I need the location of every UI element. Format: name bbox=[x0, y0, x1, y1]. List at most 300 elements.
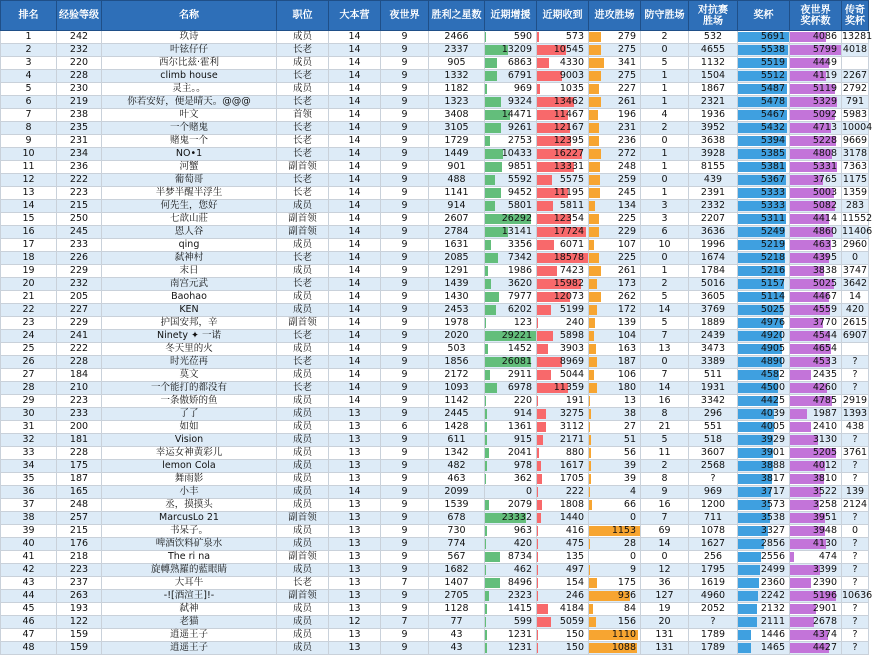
cell-role: 成员 bbox=[277, 31, 329, 44]
cell-name: 书呆子。 bbox=[102, 525, 277, 538]
cell-role: 成员 bbox=[277, 616, 329, 629]
cell-rank: 1 bbox=[1, 31, 57, 44]
cell-received bbox=[537, 213, 589, 226]
data-bar bbox=[738, 539, 764, 549]
cell-town-hall: 13 bbox=[329, 642, 381, 655]
header-rank[interactable]: 排名 bbox=[1, 1, 57, 31]
cell-value: 104 bbox=[618, 330, 640, 341]
cell-name: The ri na bbox=[102, 551, 277, 564]
cell-versus-wins: 5016 bbox=[689, 278, 738, 291]
cell-donated bbox=[485, 70, 537, 83]
cell-value: 1987 bbox=[813, 408, 841, 419]
table-row[interactable] bbox=[1, 525, 869, 538]
cell-role: 长老 bbox=[277, 70, 329, 83]
cell-versus-wins: 1996 bbox=[689, 239, 738, 252]
header-donated[interactable]: 近期增援 bbox=[485, 1, 537, 31]
cell-value: 262 bbox=[618, 291, 640, 302]
cell-attack-wins bbox=[589, 213, 641, 226]
cell-value: 12354 bbox=[554, 213, 588, 224]
cell-trophies bbox=[738, 356, 790, 369]
cell-name: 你若安好，便是晴天。@@@ bbox=[102, 96, 277, 109]
cell-received bbox=[537, 57, 589, 70]
table-row[interactable] bbox=[1, 460, 869, 473]
table-row[interactable] bbox=[1, 200, 869, 213]
table-row[interactable] bbox=[1, 57, 869, 70]
header-builder-hall[interactable]: 夜世界 bbox=[381, 1, 429, 31]
cell-donated bbox=[485, 83, 537, 96]
cell-name: 护国安邦，辛 bbox=[102, 317, 277, 330]
cell-defense-wins: 7 bbox=[641, 512, 689, 525]
table-row[interactable] bbox=[1, 278, 869, 291]
cell-defense-wins: 1 bbox=[641, 96, 689, 109]
cell-value: 5512 bbox=[761, 70, 789, 81]
cell-exp-level: 215 bbox=[57, 525, 102, 538]
cell-defense-wins: 6 bbox=[641, 226, 689, 239]
cell-legend-trophies: ? bbox=[842, 369, 869, 382]
header-role[interactable]: 职位 bbox=[277, 1, 329, 31]
header-legend-trophies[interactable]: 传奇奖杯 bbox=[842, 1, 869, 31]
cell-attack-wins bbox=[589, 44, 641, 57]
header-versus-wins[interactable]: 对抗赛 胜场 bbox=[689, 1, 738, 31]
header-name[interactable]: 名称 bbox=[102, 1, 277, 31]
cell-builder-hall: 9 bbox=[381, 70, 429, 83]
data-bar bbox=[485, 565, 486, 575]
table-row[interactable] bbox=[1, 330, 869, 343]
cell-received bbox=[537, 486, 589, 499]
cell-town-hall: 14 bbox=[329, 200, 381, 213]
header-received[interactable]: 近期收到 bbox=[537, 1, 589, 31]
cell-role: 成员 bbox=[277, 629, 329, 642]
cell-exp-level: 223 bbox=[57, 395, 102, 408]
header-night-trophies[interactable]: 夜世界 奖杯数 bbox=[790, 1, 842, 31]
table-row[interactable] bbox=[1, 551, 869, 564]
cell-received bbox=[537, 31, 589, 44]
cell-attack-wins bbox=[589, 265, 641, 278]
cell-value: 4330 bbox=[560, 57, 588, 68]
cell-role: 成员 bbox=[277, 486, 329, 499]
cell-versus-wins: 439 bbox=[689, 174, 738, 187]
cell-value: 5092 bbox=[813, 109, 841, 120]
cell-role: 长老 bbox=[277, 44, 329, 57]
cell-received bbox=[537, 343, 589, 356]
cell-builder-hall: 9 bbox=[381, 57, 429, 70]
cell-night-trophies bbox=[790, 343, 842, 356]
table-row[interactable] bbox=[1, 512, 869, 525]
table-row[interactable] bbox=[1, 382, 869, 395]
cell-rank: 34 bbox=[1, 460, 57, 473]
data-bar bbox=[537, 318, 538, 328]
cell-value: 1808 bbox=[560, 499, 588, 510]
cell-role: 成员 bbox=[277, 421, 329, 434]
cell-value: 4533 bbox=[813, 356, 841, 367]
cell-received bbox=[537, 252, 589, 265]
cell-defense-wins: 20 bbox=[641, 616, 689, 629]
cell-role: 成员 bbox=[277, 343, 329, 356]
cell-versus-wins: 1889 bbox=[689, 317, 738, 330]
cell-war-stars: 1978 bbox=[429, 317, 485, 330]
cell-rank: 4 bbox=[1, 70, 57, 83]
cell-value: 4395 bbox=[813, 252, 841, 263]
cell-versus-wins: 1867 bbox=[689, 83, 738, 96]
cell-builder-hall: 9 bbox=[381, 252, 429, 265]
cell-value: 3258 bbox=[813, 499, 841, 510]
cell-builder-hall: 9 bbox=[381, 317, 429, 330]
cell-value: 5575 bbox=[560, 174, 588, 185]
data-bar bbox=[485, 643, 487, 653]
header-trophies[interactable]: 奖杯 bbox=[738, 1, 790, 31]
table-row[interactable] bbox=[1, 265, 869, 278]
cell-exp-level: 184 bbox=[57, 369, 102, 382]
cell-name: 一条傲娇的鱼 bbox=[102, 395, 277, 408]
cell-versus-wins: 2052 bbox=[689, 603, 738, 616]
table-row[interactable] bbox=[1, 343, 869, 356]
table-row[interactable] bbox=[1, 369, 869, 382]
table-row[interactable] bbox=[1, 304, 869, 317]
data-bar bbox=[485, 344, 488, 354]
cell-trophies bbox=[738, 447, 790, 460]
table-row[interactable] bbox=[1, 31, 869, 44]
table-row[interactable] bbox=[1, 187, 869, 200]
cell-role: 成员 bbox=[277, 447, 329, 460]
cell-role: 长老 bbox=[277, 252, 329, 265]
table-row[interactable] bbox=[1, 395, 869, 408]
cell-role: 成员 bbox=[277, 408, 329, 421]
header-town-hall[interactable]: 大本营 bbox=[329, 1, 381, 31]
table-row[interactable] bbox=[1, 408, 869, 421]
cell-value: 5025 bbox=[761, 304, 789, 315]
cell-value: 220 bbox=[514, 395, 536, 406]
cell-night-trophies bbox=[790, 252, 842, 265]
cell-name: 恩人谷 bbox=[102, 226, 277, 239]
cell-legend-trophies: 2615 bbox=[842, 317, 869, 330]
cell-town-hall: 14 bbox=[329, 343, 381, 356]
cell-role: 长老 bbox=[277, 356, 329, 369]
cell-rank: 44 bbox=[1, 590, 57, 603]
table-row[interactable] bbox=[1, 174, 869, 187]
header-defense-wins[interactable]: 防守胜场 bbox=[641, 1, 689, 31]
cell-defense-wins: 131 bbox=[641, 629, 689, 642]
table-row[interactable] bbox=[1, 239, 869, 252]
cell-trophies bbox=[738, 278, 790, 291]
cell-received bbox=[537, 629, 589, 642]
table-row[interactable] bbox=[1, 44, 869, 57]
cell-town-hall: 14 bbox=[329, 395, 381, 408]
table-row[interactable] bbox=[1, 148, 869, 161]
cell-rank: 25 bbox=[1, 343, 57, 356]
table-row[interactable] bbox=[1, 564, 869, 577]
cell-exp-level: 223 bbox=[57, 187, 102, 200]
cell-value: 914 bbox=[514, 408, 536, 419]
cell-exp-level: 223 bbox=[57, 564, 102, 577]
cell-versus-wins: 8155 bbox=[689, 161, 738, 174]
cell-night-trophies bbox=[790, 603, 842, 616]
cell-trophies bbox=[738, 577, 790, 590]
cell-role: 成员 bbox=[277, 538, 329, 551]
data-bar bbox=[589, 110, 598, 120]
cell-war-stars: 1182 bbox=[429, 83, 485, 96]
cell-value: 4633 bbox=[813, 239, 841, 250]
cell-name: 逍遥王子 bbox=[102, 629, 277, 642]
table-row[interactable] bbox=[1, 486, 869, 499]
cell-builder-hall: 9 bbox=[381, 44, 429, 57]
data-bar bbox=[589, 136, 599, 146]
cell-builder-hall: 9 bbox=[381, 590, 429, 603]
cell-attack-wins bbox=[589, 148, 641, 161]
table-row[interactable] bbox=[1, 473, 869, 486]
cell-versus-wins: 1789 bbox=[689, 629, 738, 642]
cell-rank: 12 bbox=[1, 174, 57, 187]
table-row[interactable] bbox=[1, 603, 869, 616]
cell-versus-wins: 4655 bbox=[689, 44, 738, 57]
cell-donated bbox=[485, 382, 537, 395]
cell-value: 0 bbox=[630, 512, 640, 523]
cell-attack-wins bbox=[589, 551, 641, 564]
cell-name: 时光莅再 bbox=[102, 356, 277, 369]
cell-donated bbox=[485, 31, 537, 44]
cell-name: 幸运女神黄彩儿 bbox=[102, 447, 277, 460]
table-row[interactable] bbox=[1, 122, 869, 135]
cell-town-hall: 13 bbox=[329, 577, 381, 590]
cell-trophies bbox=[738, 96, 790, 109]
cell-value: 3817 bbox=[761, 473, 789, 484]
cell-value: 13462 bbox=[554, 96, 588, 107]
header-exp-level[interactable]: 经验等级 bbox=[57, 1, 102, 31]
table-row[interactable] bbox=[1, 291, 869, 304]
data-bar bbox=[537, 617, 551, 627]
cell-value: 5367 bbox=[761, 174, 789, 185]
table-row[interactable] bbox=[1, 434, 869, 447]
cell-town-hall: 14 bbox=[329, 239, 381, 252]
cell-town-hall: 14 bbox=[329, 70, 381, 83]
cell-legend-trophies: 3747 bbox=[842, 265, 869, 278]
cell-received bbox=[537, 304, 589, 317]
cell-war-stars: 488 bbox=[429, 174, 485, 187]
cell-rank: 14 bbox=[1, 200, 57, 213]
table-row[interactable] bbox=[1, 642, 869, 655]
cell-value: 2499 bbox=[761, 564, 789, 575]
cell-value: 1088 bbox=[612, 642, 640, 653]
table-row[interactable] bbox=[1, 213, 869, 226]
cell-value: 187 bbox=[618, 356, 640, 367]
table-row[interactable] bbox=[1, 96, 869, 109]
cell-trophies bbox=[738, 70, 790, 83]
cell-value: 9 bbox=[630, 564, 640, 575]
table-row[interactable] bbox=[1, 109, 869, 122]
cell-rank: 41 bbox=[1, 551, 57, 564]
header-attack-wins[interactable]: 进攻胜场 bbox=[589, 1, 641, 31]
cell-role: 长老 bbox=[277, 330, 329, 343]
cell-legend-trophies: 3642 bbox=[842, 278, 869, 291]
table-row[interactable] bbox=[1, 161, 869, 174]
cell-defense-wins: 1 bbox=[641, 83, 689, 96]
cell-value: 4 bbox=[630, 486, 640, 497]
cell-attack-wins bbox=[589, 421, 641, 434]
cell-town-hall: 13 bbox=[329, 473, 381, 486]
cell-value: 222 bbox=[566, 486, 588, 497]
cell-received bbox=[537, 187, 589, 200]
cell-value: 4500 bbox=[761, 382, 789, 393]
cell-value: 5811 bbox=[560, 200, 588, 211]
data-bar bbox=[790, 617, 814, 627]
data-bar bbox=[485, 539, 486, 549]
cell-town-hall: 13 bbox=[329, 603, 381, 616]
cell-attack-wins bbox=[589, 603, 641, 616]
cell-name: 西尔比兹·霍利 bbox=[102, 57, 277, 70]
cell-rank: 45 bbox=[1, 603, 57, 616]
cell-builder-hall: 9 bbox=[381, 382, 429, 395]
data-bar bbox=[485, 578, 500, 588]
cell-town-hall: 14 bbox=[329, 109, 381, 122]
cell-town-hall: 14 bbox=[329, 382, 381, 395]
cell-rank: 20 bbox=[1, 278, 57, 291]
cell-rank: 33 bbox=[1, 447, 57, 460]
cell-attack-wins bbox=[589, 642, 641, 655]
cell-war-stars: 1141 bbox=[429, 187, 485, 200]
cell-attack-wins bbox=[589, 31, 641, 44]
cell-role: 成员 bbox=[277, 395, 329, 408]
cell-trophies bbox=[738, 252, 790, 265]
cell-value: 123 bbox=[514, 317, 536, 328]
table-row[interactable] bbox=[1, 538, 869, 551]
cell-war-stars: 482 bbox=[429, 460, 485, 473]
cell-value: 3948 bbox=[813, 525, 841, 536]
cell-donated bbox=[485, 603, 537, 616]
cell-defense-wins: 2 bbox=[641, 122, 689, 135]
cell-value: 5249 bbox=[761, 226, 789, 237]
table-row[interactable] bbox=[1, 356, 869, 369]
cell-value: 4130 bbox=[813, 538, 841, 549]
cell-night-trophies bbox=[790, 31, 842, 44]
cell-legend-trophies: 1359 bbox=[842, 187, 869, 200]
cell-value: 23332 bbox=[502, 512, 536, 523]
cell-value: 3901 bbox=[761, 447, 789, 458]
cell-exp-level: 241 bbox=[57, 330, 102, 343]
cell-versus-wins: 532 bbox=[689, 31, 738, 44]
cell-role: 副首领 bbox=[277, 213, 329, 226]
cell-value: 225 bbox=[618, 213, 640, 224]
data-bar bbox=[589, 409, 591, 419]
table-row[interactable] bbox=[1, 317, 869, 330]
header-war-stars[interactable]: 胜利之星数 bbox=[429, 1, 485, 31]
cell-exp-level: 193 bbox=[57, 603, 102, 616]
table-row[interactable] bbox=[1, 135, 869, 148]
table-row[interactable] bbox=[1, 70, 869, 83]
cell-defense-wins: 5 bbox=[641, 291, 689, 304]
data-bar bbox=[485, 591, 489, 601]
data-bar bbox=[485, 175, 495, 185]
cell-builder-hall: 7 bbox=[381, 577, 429, 590]
table-row[interactable] bbox=[1, 590, 869, 603]
table-row[interactable] bbox=[1, 577, 869, 590]
cell-builder-hall: 9 bbox=[381, 486, 429, 499]
cell-value: 5381 bbox=[761, 161, 789, 172]
cell-received bbox=[537, 421, 589, 434]
cell-value: 3112 bbox=[560, 421, 588, 432]
cell-value: 236 bbox=[618, 135, 640, 146]
cell-defense-wins: 16 bbox=[641, 395, 689, 408]
cell-town-hall: 14 bbox=[329, 226, 381, 239]
table-row[interactable] bbox=[1, 616, 869, 629]
cell-builder-hall: 9 bbox=[381, 460, 429, 473]
cell-name: 叶文 bbox=[102, 109, 277, 122]
cell-trophies bbox=[738, 499, 790, 512]
cell-night-trophies bbox=[790, 226, 842, 239]
cell-versus-wins: 1504 bbox=[689, 70, 738, 83]
data-bar bbox=[485, 123, 501, 133]
cell-town-hall: 14 bbox=[329, 278, 381, 291]
cell-attack-wins bbox=[589, 226, 641, 239]
table-row[interactable] bbox=[1, 252, 869, 265]
cell-name: Baohao bbox=[102, 291, 277, 304]
cell-builder-hall: 9 bbox=[381, 642, 429, 655]
cell-defense-wins: 21 bbox=[641, 421, 689, 434]
cell-versus-wins: 3605 bbox=[689, 291, 738, 304]
cell-attack-wins bbox=[589, 57, 641, 70]
cell-town-hall: 14 bbox=[329, 31, 381, 44]
cell-rank: 24 bbox=[1, 330, 57, 343]
cell-trophies bbox=[738, 382, 790, 395]
table-row[interactable] bbox=[1, 629, 869, 642]
cell-trophies bbox=[738, 616, 790, 629]
table-row[interactable] bbox=[1, 83, 869, 96]
data-bar bbox=[485, 149, 503, 159]
cell-versus-wins: 1784 bbox=[689, 265, 738, 278]
cell-exp-level: 233 bbox=[57, 239, 102, 252]
data-bar bbox=[589, 435, 591, 445]
cell-versus-wins: ? bbox=[689, 616, 738, 629]
cell-role: 成员 bbox=[277, 642, 329, 655]
cell-name: 何先生，您好 bbox=[102, 200, 277, 213]
cell-value: 2753 bbox=[508, 135, 536, 146]
data-bar bbox=[537, 474, 542, 484]
cell-value: 3765 bbox=[813, 174, 841, 185]
cell-value: 4012 bbox=[813, 460, 841, 471]
cell-value: 2111 bbox=[761, 616, 789, 627]
cell-night-trophies bbox=[790, 265, 842, 278]
cell-name: 半梦半醒半浮生 bbox=[102, 187, 277, 200]
table-row[interactable] bbox=[1, 226, 869, 239]
table-row[interactable] bbox=[1, 499, 869, 512]
cell-value: 134 bbox=[618, 200, 640, 211]
cell-name: 南宫元武 bbox=[102, 278, 277, 291]
cell-received bbox=[537, 473, 589, 486]
cell-defense-wins: 2 bbox=[641, 31, 689, 44]
cell-value: 106 bbox=[618, 369, 640, 380]
cell-town-hall: 14 bbox=[329, 486, 381, 499]
cell-trophies bbox=[738, 642, 790, 655]
cell-town-hall: 14 bbox=[329, 122, 381, 135]
cell-value: 272 bbox=[618, 148, 640, 159]
cell-defense-wins: 1 bbox=[641, 187, 689, 200]
cell-value: 4559 bbox=[813, 304, 841, 315]
cell-value: 2435 bbox=[813, 369, 841, 380]
cell-received bbox=[537, 148, 589, 161]
cell-value: 8969 bbox=[560, 356, 588, 367]
cell-night-trophies bbox=[790, 421, 842, 434]
cell-town-hall: 12 bbox=[329, 616, 381, 629]
cell-builder-hall: 9 bbox=[381, 96, 429, 109]
cell-trophies bbox=[738, 239, 790, 252]
cell-war-stars: 611 bbox=[429, 434, 485, 447]
cell-rank: 31 bbox=[1, 421, 57, 434]
cell-donated bbox=[485, 278, 537, 291]
table-row[interactable] bbox=[1, 421, 869, 434]
cell-rank: 38 bbox=[1, 512, 57, 525]
cell-versus-wins: 2321 bbox=[689, 96, 738, 109]
cell-defense-wins: 2 bbox=[641, 278, 689, 291]
cell-night-trophies bbox=[790, 369, 842, 382]
table-row[interactable] bbox=[1, 447, 869, 460]
